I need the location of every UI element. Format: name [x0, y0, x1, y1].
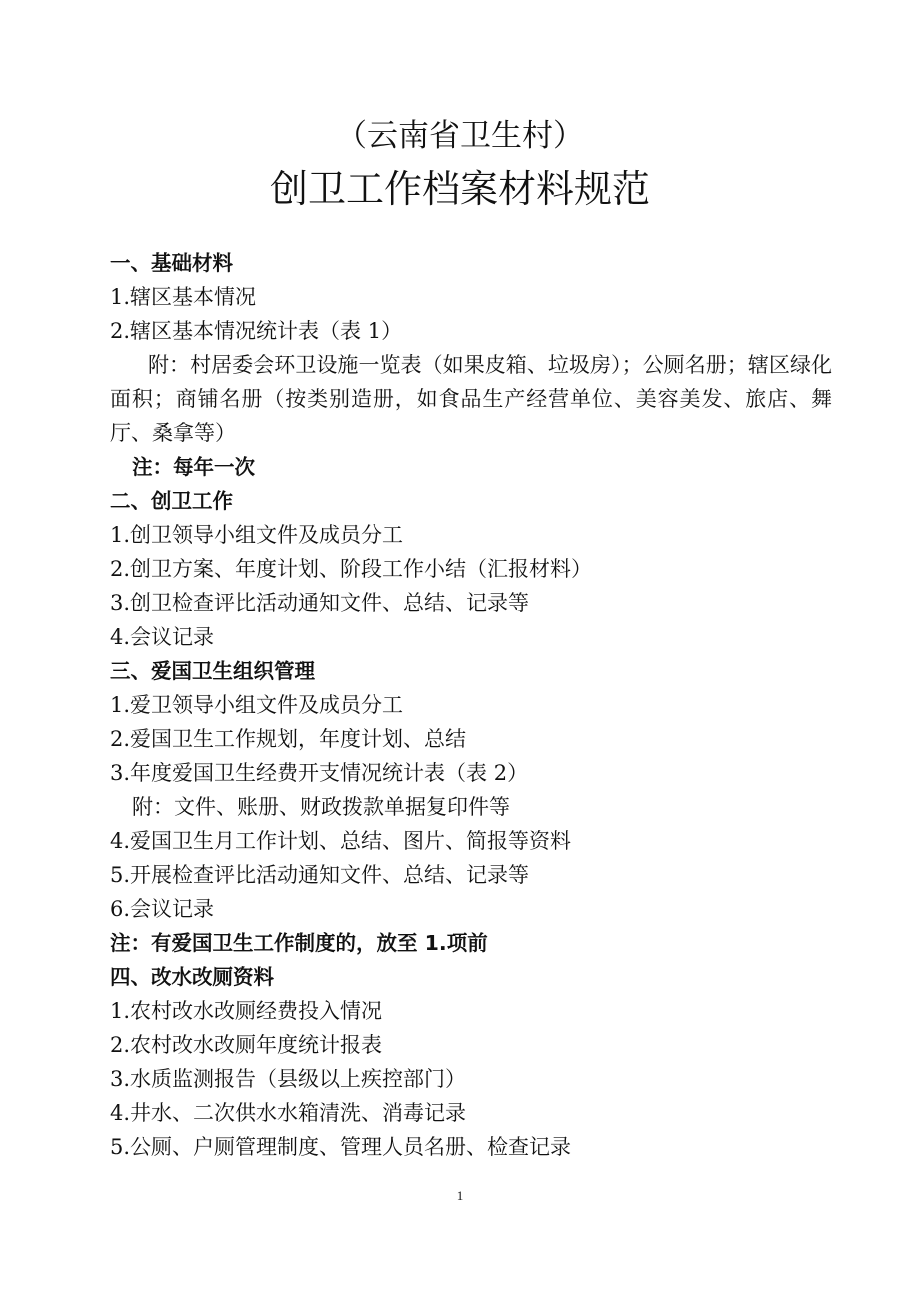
list-item: 1.辖区基本情况	[110, 285, 257, 309]
list-item: 3.年度爱国卫生经费开支情况统计表（表 2）	[110, 761, 529, 785]
list-item: 1.创卫领导小组文件及成员分工	[110, 523, 404, 547]
list-item: 2.爱国卫生工作规划，年度计划、总结	[110, 727, 467, 751]
list-item: 2.创卫方案、年度计划、阶段工作小结（汇报材料）	[110, 557, 593, 581]
list-item: 2.农村改水改厕年度统计报表	[110, 1033, 383, 1057]
list-item: 6.会议记录	[110, 897, 215, 921]
list-item: 4.井水、二次供水水箱清洗、消毒记录	[110, 1101, 467, 1125]
list-item: 5.公厕、户厕管理制度、管理人员名册、检查记录	[110, 1135, 572, 1159]
document-subtitle: （云南省卫生村）	[336, 118, 584, 154]
list-item: 1.爱卫领导小组文件及成员分工	[110, 693, 404, 717]
section-heading-sanitation-work: 二、创卫工作	[110, 489, 233, 513]
list-item: 4.爱国卫生月工作计划、总结、图片、简报等资料	[110, 829, 572, 853]
page-number: 1	[456, 1188, 464, 1203]
list-item: 3.水质监测报告（县级以上疾控部门）	[110, 1067, 467, 1091]
section-heading-patriotic-health: 三、爱国卫生组织管理	[110, 659, 315, 683]
list-item: 5.开展检查评比活动通知文件、总结、记录等	[110, 863, 530, 887]
list-item: 2.辖区基本情况统计表（表 1）	[110, 319, 403, 343]
list-item: 3.创卫检查评比活动通知文件、总结、记录等	[110, 591, 530, 615]
section-note: 注：有爱国卫生工作制度的，放至 1.项前	[110, 931, 488, 955]
attachment-note: 附：村居委会环卫设施一览表（如果皮箱、垃圾房）；公厕名册；辖区绿化面积；商铺名册（按类别造册，如食品生产经营单位、美容美发、旅店、舞厅、桑拿等）	[110, 353, 832, 445]
list-item: 4.会议记录	[110, 625, 215, 649]
section-heading-basic-materials: 一、基础材料	[110, 251, 233, 275]
document-title: 创卫工作档案材料规范	[269, 167, 650, 211]
document-body	[110, 246, 832, 1164]
attachment-note: 附：文件、账册、财政拨款单据复印件等	[132, 795, 510, 819]
section-heading-water-toilet: 四、改水改厕资料	[110, 965, 274, 989]
list-item: 1.农村改水改厕经费投入情况	[110, 999, 383, 1023]
section-note: 注：每年一次	[132, 455, 255, 479]
